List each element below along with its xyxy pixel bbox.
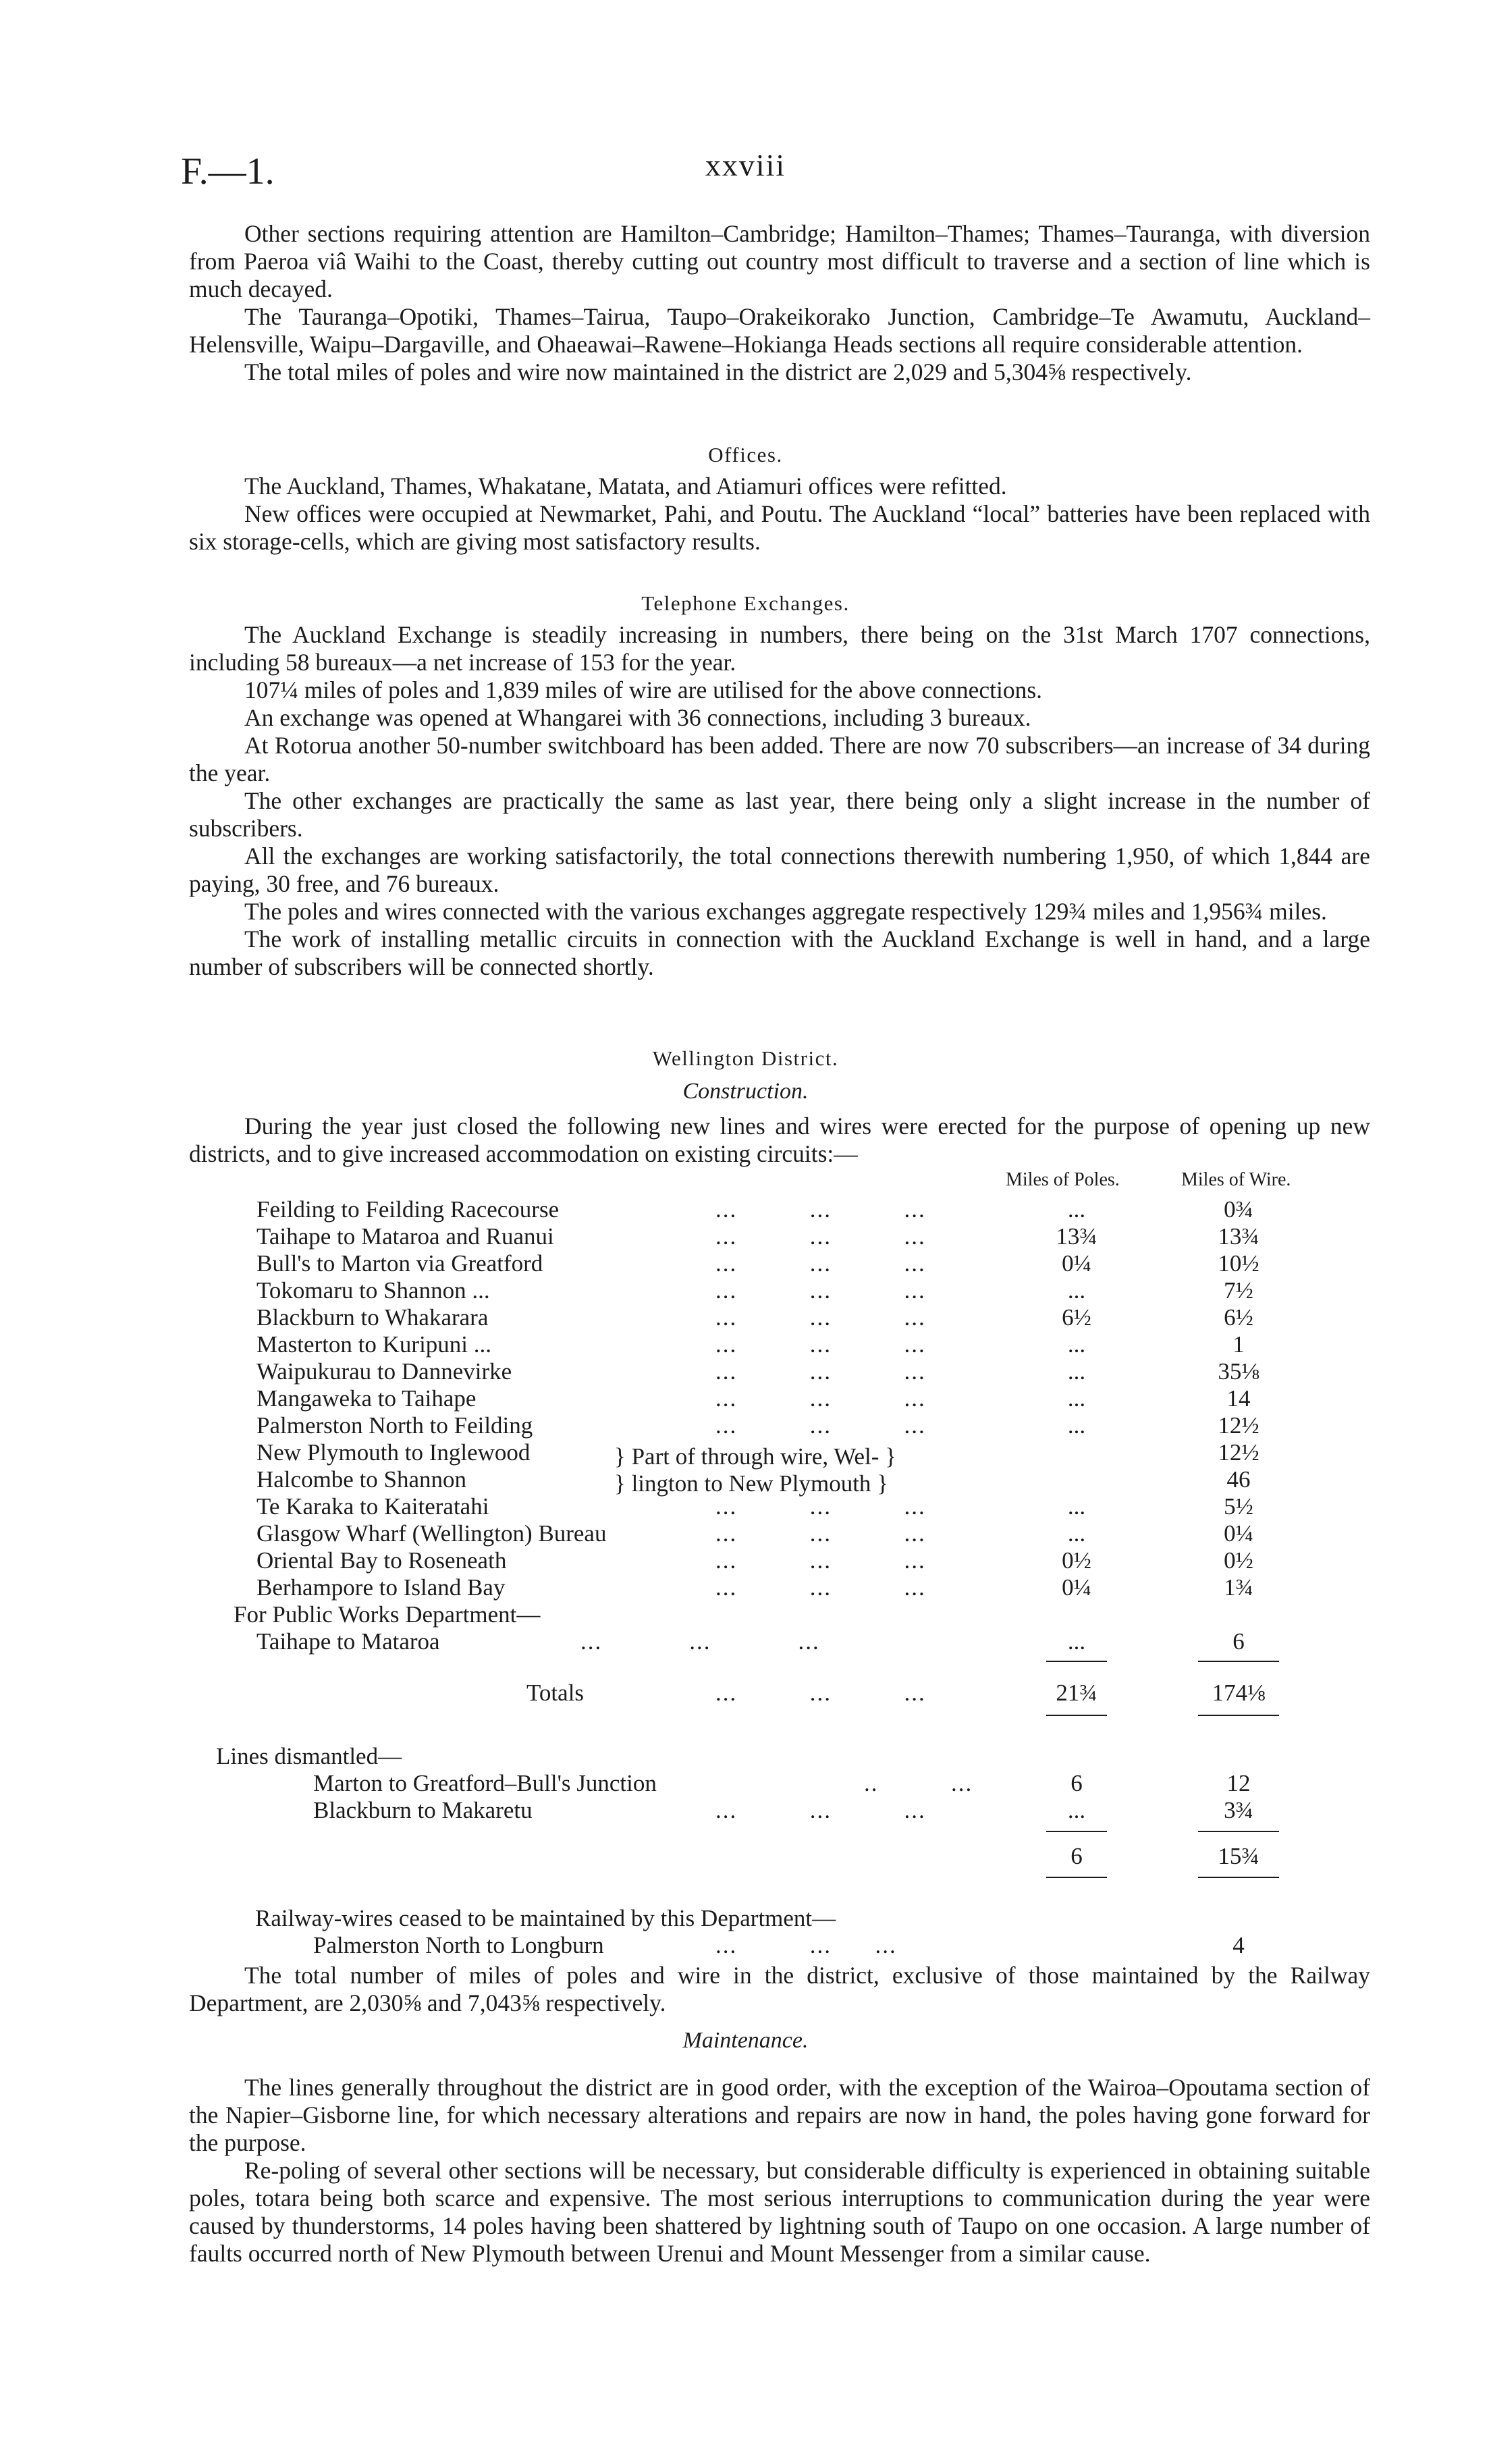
row-poles: ... — [1067, 1385, 1086, 1412]
leader-dots: ... ... ... — [715, 1412, 926, 1439]
paragraph: The total number of miles of poles and wire in the district, exclusive of those maintained by the Railway Department, are 2,030⅝ and 7,043⅝ respectively. — [189, 1962, 1370, 2016]
table-row — [256, 1277, 1350, 1304]
brace-left: } — [614, 1443, 626, 1470]
totals-label: Totals — [526, 1680, 585, 1706]
pwd-label-row — [234, 1601, 1327, 1628]
dismantled-row — [256, 1770, 1350, 1797]
through-wire-note-line1: Part of through wire, Wel- — [631, 1443, 879, 1470]
row-poles: ... — [1067, 1196, 1086, 1223]
row-label: Blackburn to Whakarara — [256, 1304, 489, 1331]
through-wire-note-2 — [614, 1470, 888, 1497]
row-label: Halcombe to Shannon — [256, 1466, 467, 1493]
row-label: New Plymouth to Inglewood — [256, 1439, 531, 1466]
row-wire: 5½ — [1224, 1493, 1253, 1520]
total-paragraph-section — [189, 1962, 1370, 2017]
totals-poles: 21¾ — [1056, 1680, 1097, 1706]
leader-dots: ... ... ... — [715, 1223, 926, 1250]
row-label: Glasgow Wharf (Wellington) Bureau — [256, 1520, 607, 1547]
maintenance-section — [189, 2074, 1370, 2268]
row-wire: 6½ — [1224, 1304, 1253, 1331]
leader-dots: ... ... ... — [715, 1250, 926, 1277]
brace-left: } — [614, 1470, 626, 1497]
row-wire: 7½ — [1224, 1277, 1253, 1304]
row-wire: 3¾ — [1224, 1797, 1253, 1823]
row-wire: 6 — [1232, 1628, 1245, 1655]
row-label: Taihape to Mataroa — [256, 1628, 440, 1655]
row-poles: 13¾ — [1056, 1223, 1097, 1250]
pwd-row — [256, 1628, 1350, 1655]
row-poles: ... — [1067, 1628, 1086, 1655]
paragraph: The poles and wires connected with the various exchanges aggregate respectively 129¾ miles and 1,956¾ miles. — [244, 898, 1327, 925]
construction-subheading: Construction. — [682, 1079, 809, 1104]
col-header-wire: Miles of Wire. — [1181, 1169, 1291, 1190]
row-label: Bull's to Marton via Greatford — [256, 1250, 543, 1277]
row-wire: 0¾ — [1224, 1196, 1253, 1223]
telephone-section — [189, 621, 1370, 981]
row-poles: ... — [1067, 1331, 1086, 1358]
row-poles: ... — [1067, 1412, 1086, 1439]
leader-dots: ... ... ... — [715, 1304, 926, 1331]
rule — [1046, 1715, 1107, 1716]
telephone-heading: Telephone Exchanges. — [641, 591, 850, 615]
leader-dots: ... ... ... — [715, 1680, 926, 1706]
row-wire: 12½ — [1218, 1412, 1259, 1439]
rule — [1198, 1877, 1279, 1878]
leader-dots: ... ... ... — [715, 1358, 926, 1385]
paragraph: Other sections requiring attention are Hamilton–Cambridge; Hamilton–Thames; Thames–Tauranga, with diversion from Paeroa viâ Waihi to the Coast, thereby cutting out country most difficult to traverse and a section of line which is much decayed. — [189, 220, 1370, 302]
leader-dots: ... ... ... — [715, 1277, 926, 1304]
table-row — [256, 1574, 1350, 1601]
row-wire: 0¼ — [1224, 1520, 1253, 1547]
leader-dots: ... ... ... — [715, 1493, 926, 1520]
railway-label-row — [255, 1905, 1349, 1932]
row-poles: 0½ — [1062, 1547, 1091, 1574]
row-label: Palmerston North to Feilding — [256, 1412, 533, 1439]
rule — [1198, 1661, 1279, 1662]
paragraph: At Rotorua another 50-number switchboard has been added. There are now 70 subscribers—an increase of 34 during the year. — [189, 732, 1370, 786]
row-wire: 12 — [1226, 1770, 1251, 1796]
table-row — [256, 1385, 1350, 1412]
totals-row — [256, 1680, 1350, 1707]
paragraph: The Auckland, Thames, Whakatane, Matata, and Atiamuri offices were refitted. — [244, 473, 1007, 500]
paragraph: New offices were occupied at Newmarket, Pahi, and Poutu. The Auckland “local” batteries have been replaced with six storage-cells, which are giving most satisfactory results. — [189, 500, 1370, 555]
paragraph: 107¼ miles of poles and 1,839 miles of wire are utilised for the above connections. — [244, 676, 1043, 703]
row-wire: 1 — [1232, 1331, 1245, 1358]
dismantled-row — [256, 1797, 1350, 1824]
row-poles: ... — [1067, 1493, 1086, 1520]
brace-right: } — [877, 1470, 888, 1497]
row-label: Tokomaru to Shannon ... — [256, 1277, 490, 1304]
leader-dots: ... ... ... — [715, 1385, 926, 1412]
leader-dots: .. ... — [864, 1770, 973, 1796]
row-wire: 14 — [1226, 1385, 1251, 1412]
row-wire: 35⅛ — [1218, 1358, 1259, 1385]
table-row — [256, 1547, 1350, 1574]
row-label: Palmerston North to Longburn — [313, 1932, 604, 1958]
rule — [1046, 1831, 1107, 1832]
through-wire-note — [614, 1443, 896, 1470]
page-number: xxviii — [705, 148, 786, 182]
paragraph: Re-poling of several other sections will be necessary, but considerable difficulty is experienced in obtaining suitable poles, totara being both scarce and expensive. The most serious interruptions to communication during the year were caused by thunderstorms, 14 poles having been shattered by lightning south of Taupo on one occasion. A large number of faults occurred north of New Plymouth between Urenui and Mount Messenger from a similar cause. — [189, 2157, 1370, 2267]
table-row — [256, 1493, 1350, 1520]
pwd-label: For Public Works Department— — [234, 1601, 541, 1628]
railway-label: Railway-wires ceased to be maintained by this Department— — [255, 1905, 836, 1931]
paragraph: The work of installing metallic circuits in connection with the Auckland Exchange is well in hand, and a large number of subscribers will be connected shortly. — [189, 926, 1370, 980]
totals-wire: 174⅛ — [1212, 1680, 1266, 1706]
dismantled-total-poles: 6 — [1070, 1843, 1083, 1869]
row-wire: 10½ — [1218, 1250, 1259, 1277]
paragraph: All the exchanges are working satisfactorily, the total connections therewith numbering 1,950, of which 1,844 are paying, 30 free, and 76 bureaux. — [189, 842, 1370, 897]
row-label: Masterton to Kuripuni ... — [256, 1331, 492, 1358]
paragraph: The total miles of poles and wire now maintained in the district are 2,029 and 5,304⅝ respectively. — [244, 358, 1192, 385]
table-row — [256, 1520, 1350, 1547]
row-label: Taihape to Mataroa and Ruanui — [256, 1223, 554, 1250]
row-label: Marton to Greatford–Bull's Junction — [313, 1770, 657, 1796]
wellington-heading: Wellington District. — [652, 1046, 839, 1070]
paragraph: The Auckland Exchange is steadily increasing in numbers, there being on the 31st March 1707 connections, including 58 bureaux—a net increase of 153 for the year. — [189, 621, 1370, 676]
offices-heading: Offices. — [708, 443, 783, 466]
table-row — [256, 1250, 1350, 1277]
through-wire-note-line2: lington to New Plymouth — [631, 1470, 871, 1497]
dismantled-total-wire: 15¾ — [1218, 1843, 1259, 1869]
leader-dots: ... ... ... — [715, 1547, 926, 1574]
row-label: Te Karaka to Kaiteratahi — [256, 1493, 489, 1520]
row-poles: 0¼ — [1062, 1250, 1091, 1277]
paragraph: The lines generally throughout the district are in good order, with the exception of the Wairoa–Opoutama section of the Napier–Gisborne line, for which necessary alterations and repairs are now in hand, the poles having gone forward for the purpose. — [189, 2074, 1370, 2156]
table-row — [256, 1358, 1350, 1385]
table-row — [256, 1196, 1350, 1223]
row-poles: ... — [1067, 1520, 1086, 1547]
dismantled-totals-row — [256, 1843, 1350, 1870]
row-poles: 6 — [1070, 1770, 1083, 1796]
railway-row — [256, 1932, 1350, 1959]
leader-dots: ... ... ... — [715, 1331, 926, 1358]
leader-dots: ... ... ... — [715, 1574, 926, 1601]
row-label: Feilding to Feilding Racecourse — [256, 1196, 560, 1223]
maintenance-subheading: Maintenance. — [682, 2028, 809, 2053]
row-wire: 0½ — [1224, 1547, 1253, 1574]
row-wire: 4 — [1232, 1932, 1245, 1958]
rule — [1046, 1877, 1107, 1878]
row-poles: ... — [1067, 1797, 1086, 1823]
table-row — [256, 1412, 1350, 1439]
paragraph: The Tauranga–Opotiki, Thames–Tairua, Taupo–Orakeikorako Junction, Cambridge–Te Awamutu, Auckland–Helensville, Waipu–Dargaville, and Ohaeawai–Rawene–Hokianga Heads sections all require considerable attention. — [189, 303, 1370, 358]
dismantled-label: Lines dismantled— — [216, 1743, 402, 1769]
row-wire: 1¾ — [1224, 1574, 1253, 1601]
intro-section — [189, 220, 1370, 386]
leader-dots: ... ... ... — [715, 1520, 926, 1547]
table-row — [256, 1223, 1350, 1250]
table-row — [256, 1304, 1350, 1331]
row-poles: 0¼ — [1062, 1574, 1091, 1601]
row-label: Waipukurau to Dannevirke — [256, 1358, 512, 1385]
rule — [1198, 1715, 1279, 1716]
row-label: Oriental Bay to Roseneath — [256, 1547, 507, 1574]
row-poles: ... — [1067, 1358, 1086, 1385]
row-poles: 6½ — [1062, 1304, 1091, 1331]
rule — [1198, 1831, 1279, 1832]
offices-section — [189, 473, 1370, 556]
row-wire: 13¾ — [1218, 1223, 1259, 1250]
row-label: Blackburn to Makaretu — [313, 1797, 533, 1823]
paragraph: The other exchanges are practically the same as last year, there being only a slight increase in the number of subscribers. — [189, 787, 1370, 842]
leader-dots: ... ... ... — [715, 1932, 897, 1958]
rule — [1046, 1661, 1107, 1662]
row-wire: 12½ — [1218, 1439, 1259, 1466]
paragraph: During the year just closed the following new lines and wires were erected for the purpose of opening up new districts, and to give increased accommodation on existing circuits:— — [189, 1113, 1370, 1167]
col-header-poles: Miles of Poles. — [1006, 1169, 1120, 1190]
brace-right: } — [885, 1443, 896, 1470]
leader-dots: ... ... ... — [580, 1628, 820, 1655]
leader-dots: ... ... ... — [715, 1196, 926, 1223]
paragraph: An exchange was opened at Whangarei with 36 connections, including 3 bureaux. — [244, 704, 1031, 731]
report-code: F.—1. — [181, 151, 275, 192]
row-label: Berhampore to Island Bay — [256, 1574, 506, 1601]
row-poles: ... — [1067, 1277, 1086, 1304]
dismantled-label-row — [216, 1743, 1309, 1770]
leader-dots: ... ... ... — [715, 1797, 926, 1823]
row-label: Mangaweka to Taihape — [256, 1385, 477, 1412]
construction-intro — [189, 1113, 1370, 1168]
table-row — [256, 1331, 1350, 1358]
row-wire: 46 — [1226, 1466, 1251, 1493]
